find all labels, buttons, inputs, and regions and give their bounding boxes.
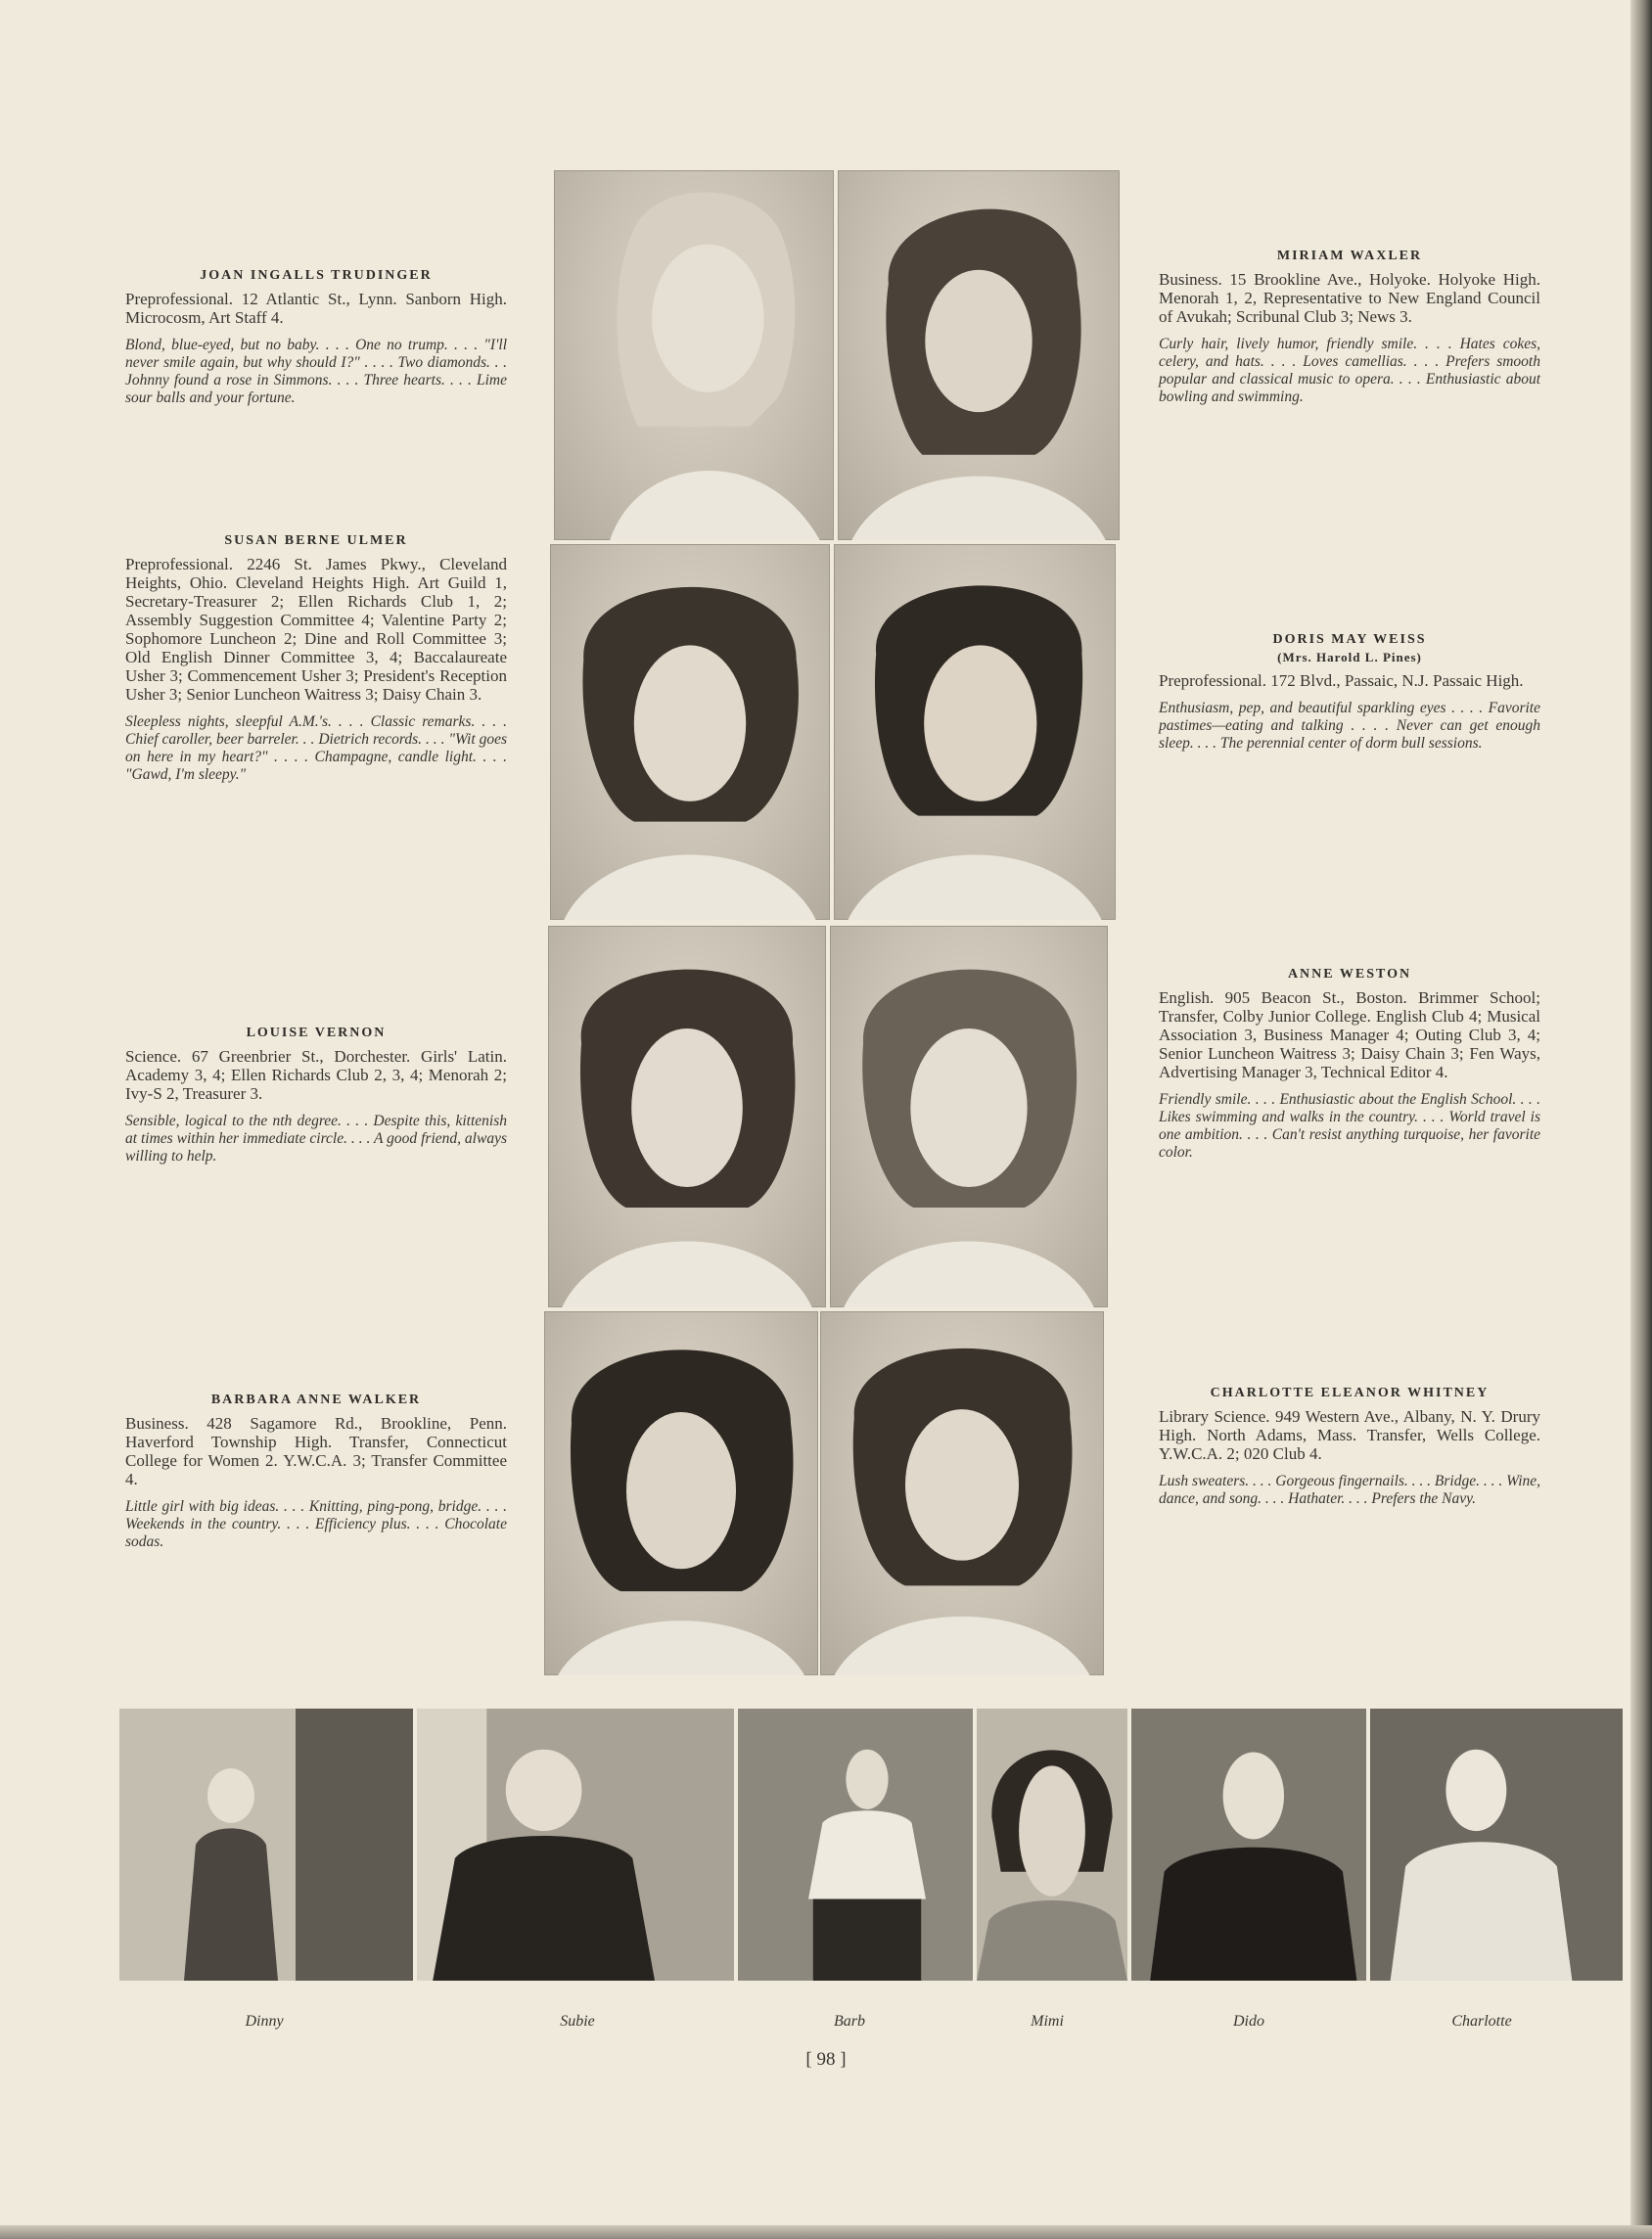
student-quote: Sensible, logical to the nth degree. . . . Despite this, kittenish at times within her immediate circle. . . . A good friend, always willing to help. — [125, 1113, 507, 1165]
student-details: Business. 428 Sagamore Rd., Brookline, Penn. Haverford Township High. Transfer, Connecticut College for Women 2. Y.W.C.A. 3; Transfer Committee 4. — [125, 1414, 507, 1488]
student-details: Preprofessional. 2246 St. James Pkwy., Cleveland Heights, Ohio. Cleveland Heights High. Art Guild 1, Secretary-Treasurer 2; Ellen Richards Club 1, 2; Assembly Suggestion Committee 4; Valentine Party 2; Sophomore Luncheon 2; Dine and Roll Committee 3; Old English Dinner Committee 3, 4; Baccalaureate Usher 3; Commencement Usher 3; President's Reception Usher 3; Senior Luncheon Waitress 3; Daisy Chain 3. — [125, 555, 507, 704]
snapshot-dido — [1131, 1709, 1366, 1981]
portrait-waxler — [838, 170, 1120, 540]
page-edge-shadow — [1630, 0, 1652, 2239]
entry-miriam-waxler — [1159, 249, 1540, 406]
portrait-whitney — [820, 1311, 1104, 1675]
student-name: BARBARA ANNE WALKER — [210, 1393, 422, 1407]
student-name: ANNE WESTON — [1287, 967, 1412, 982]
snapshot-barb — [738, 1709, 973, 1981]
student-name: LOUISE VERNON — [246, 1026, 387, 1040]
portrait-vernon — [548, 926, 826, 1307]
snapshot-charlotte — [1370, 1709, 1623, 1981]
student-details: Business. 15 Brookline Ave., Holyoke. Holyoke High. Menorah 1, 2, Representative to New England Council of Avukah; Scribunal Club 3; News 3. — [1159, 270, 1540, 326]
student-name: MIRIAM WAXLER — [1276, 249, 1423, 263]
page-bottom-edge — [0, 2225, 1652, 2239]
snapshot-dinny — [119, 1709, 413, 1981]
student-details: Library Science. 949 Western Ave., Albany, N. Y. Drury High. North Adams, Mass. Transfer, Wells College. Y.W.C.A. 2; 020 Club 4. — [1159, 1407, 1540, 1463]
entry-louise-vernon — [125, 1026, 507, 1165]
student-quote: Enthusiasm, pep, and beautiful sparkling eyes . . . . Favorite pastimes—eating and talking . . . . Never can get enough sleep. . . . The perennial center of dorm bull sessions. — [1159, 700, 1540, 752]
student-name: SUSAN BERNE ULMER — [224, 533, 408, 548]
caption-dinny: Dinny — [245, 2013, 284, 2030]
portrait-weston — [830, 926, 1108, 1307]
student-name: CHARLOTTE ELEANOR WHITNEY — [1210, 1386, 1490, 1400]
student-details: Science. 67 Greenbrier St., Dorchester. Girls' Latin. Academy 3, 4; Ellen Richards Club 2, 3, 4; Menorah 2; Ivy-S 2, Treasurer 3. — [125, 1047, 507, 1103]
caption-barb: Barb — [834, 2013, 865, 2030]
entry-anne-weston — [1159, 967, 1540, 1162]
student-details: Preprofessional. 172 Blvd., Passaic, N.J. Passaic High. — [1159, 671, 1524, 690]
portrait-weiss — [834, 544, 1116, 920]
entry-charlotte-whitney — [1159, 1386, 1540, 1508]
student-quote: Little girl with big ideas. . . . Knitting, ping-pong, bridge. . . . Weekends in the country. . . . Efficiency plus. . . . Chocolate sodas. — [125, 1498, 507, 1550]
married-name: (Mrs. Harold L. Pines) — [1277, 650, 1422, 664]
student-details: English. 905 Beacon St., Boston. Brimmer School; Transfer, Colby Junior College. English Club 4; Musical Association 3, Business Manager 4; Outing Club 3, 4; Senior Luncheon Waitress 3; Daisy Chain 3; Fen Ways, Advertising Manager 3, Technical Editor 4. — [1159, 988, 1540, 1081]
portrait-ulmer — [550, 544, 830, 920]
entry-barbara-walker — [125, 1393, 507, 1551]
portrait-trudinger — [554, 170, 834, 540]
student-quote: Friendly smile. . . . Enthusiastic about the English School. . . . Likes swimming and walks in the country. . . . World travel is one ambition. . . . Can't resist anything turquoise, her favorite color. — [1159, 1091, 1540, 1161]
caption-charlotte: Charlotte — [1451, 2013, 1512, 2030]
snapshot-mimi — [977, 1709, 1127, 1981]
caption-mimi: Mimi — [1031, 2013, 1064, 2030]
entry-joan-trudinger — [125, 268, 507, 407]
student-details: Preprofessional. 12 Atlantic St., Lynn. Sanborn High. Microcosm, Art Staff 4. — [125, 290, 507, 327]
student-name: JOAN INGALLS TRUDINGER — [200, 268, 433, 283]
student-quote: Curly hair, lively humor, friendly smile. . . . Hates cokes, celery, and hats. . . . Loves camellias. . . . Prefers smooth popular and classical music to opera. . . . Enthusiastic about bowling and swimming. — [1159, 336, 1540, 405]
student-quote: Blond, blue-eyed, but no baby. . . . One no trump. . . . "I'll never smile again, but why should I?" . . . . Two diamonds. . . Johnny found a rose in Simmons. . . . Three hearts. . . . Lime sour balls and your fortune. — [125, 337, 507, 406]
portrait-walker — [544, 1311, 818, 1675]
caption-dido: Dido — [1233, 2013, 1264, 2030]
caption-subie: Subie — [560, 2013, 595, 2030]
student-quote: Lush sweaters. . . . Gorgeous fingernails. . . . Bridge. . . . Wine, dance, and song. . . . Hathater. . . . Prefers the Navy. — [1159, 1473, 1540, 1507]
entry-susan-ulmer — [125, 533, 507, 784]
student-quote: Sleepless nights, sleepful A.M.'s. . . . Classic remarks. . . . Chief caroller, beer barreler. . . Dietrich records. . . . "Wit goes on here in my heart?" . . . . Champagne, candle light. . . . "Gawd, I'm sleepy." — [125, 713, 507, 783]
page-number: [ 98 ] — [805, 2049, 847, 2070]
entry-doris-weiss — [1159, 632, 1540, 753]
student-name: DORIS MAY WEISS — [1272, 632, 1427, 647]
snapshot-subie — [417, 1709, 734, 1981]
